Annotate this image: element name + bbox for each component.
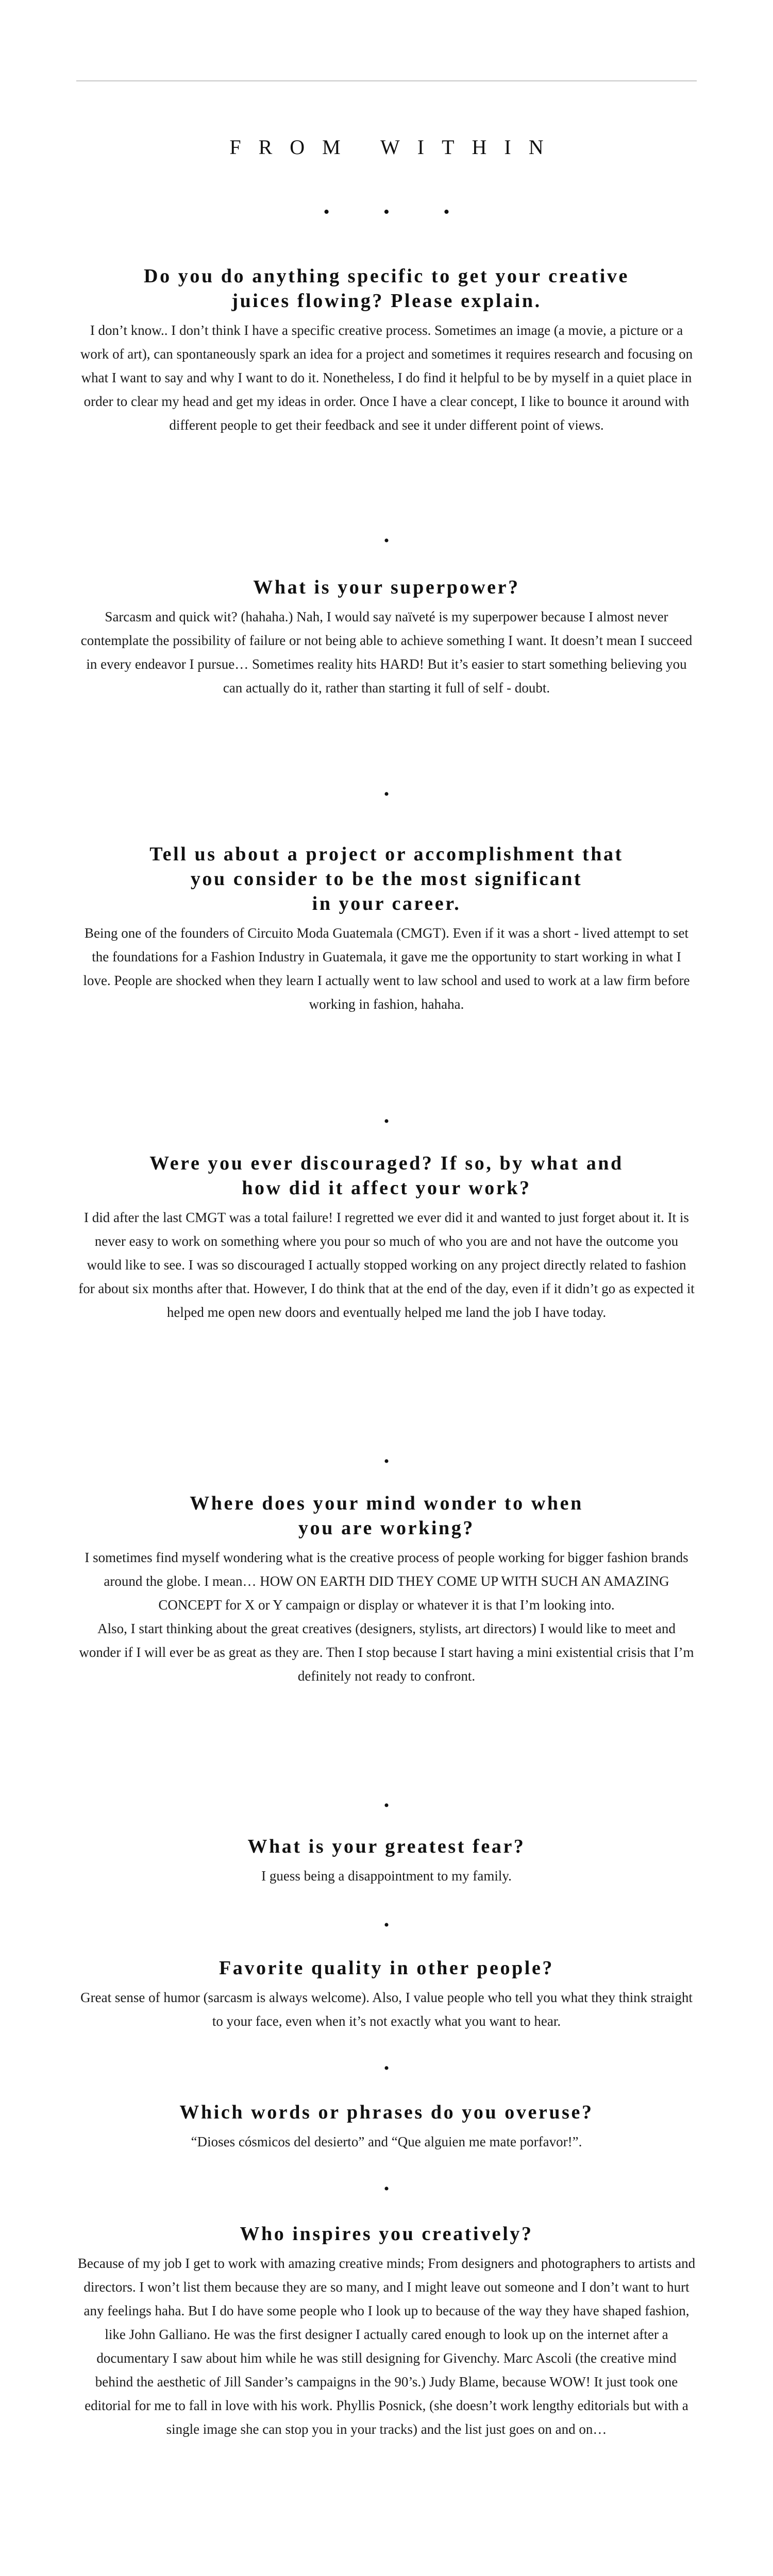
answer: Because of my job I get to work with amazing creative minds; From designers and photographers to artists and directors. I won’t list them because they are so many, and I might leave out someone and I don’t want to hurt any feelings haha. But I do have some people who I look up to because of the way they have shaped fashion, like John Galliano. He was the first designer I actually cared enough to look up on the internet after a documentary I saw about him while he was still designing for Givenchy. Marc Ascoli (the creative mind behind the aesthetic of Jill Sander’s campaigns in the 90’s.) Judy Blame, because WOW! It just took one editorial for me to fall in love with his work. Phyllis Posnick, (she doesn’t work lengthy editorials but with a single image she can stop you in your tracks) and the list just goes on and on… bbox=[77, 2256, 696, 2437]
answer: Great sense of humor (sarcasm is always welcome). Also, I value people who tell you what they think straight to your face, even when it’s not exactly what you want to hear. bbox=[80, 1990, 693, 2029]
section-separator: • bbox=[383, 2060, 390, 2077]
qa-block-favorite-quality bbox=[77, 1956, 696, 2033]
answer: I don’t know.. I don’t think I have a specific creative process. Sometimes an image (a movie, a picture or a work of art), can spontaneously spark an idea for a project and sometimes it requires research and focusing on what I want to say and why I want to do it. Nonetheless, I do find it helpful to be by myself in a quiet place in order to clear my head and get my ideas in order. Once I have a clear concept, I like to bounce it around with different people to get their feedback and see it under different point of views. bbox=[80, 323, 693, 433]
qa-block-overused-phrases bbox=[77, 2100, 696, 2154]
question: What is your greatest fear? bbox=[247, 1836, 526, 1857]
qa-block-greatest-fear bbox=[77, 1834, 696, 1888]
answer: “Dioses cósmicos del desierto” and “Que alguien me mate porfavor!”. bbox=[191, 2134, 582, 2149]
question: What is your superpower? bbox=[253, 577, 520, 598]
question: Favorite quality in other people? bbox=[219, 1957, 554, 1979]
section-separator: • bbox=[383, 1797, 390, 1814]
answer: I guess being a disappointment to my family. bbox=[261, 1868, 512, 1884]
section-separator: • bbox=[383, 532, 390, 549]
question: Which words or phrases do you overuse? bbox=[179, 2102, 594, 2123]
question: Were you ever discouraged? If so, by what and how did it affect your work? bbox=[149, 1153, 624, 1199]
answer: I did after the last CMGT was a total failure! I regretted we ever did it and wanted to just forget about it. It is never easy to work on something where you pour so much of who you are and not have the outcome you would like to see. I was so discouraged I actually stopped working on any project directly related to fashion for about six months after that. However, I do think that at the end of the day, even if it didn’t go as expected it helped me open new doors and eventually helped me land the job I have today. bbox=[78, 1210, 695, 1320]
top-divider bbox=[76, 80, 697, 81]
qa-block-mind-wander bbox=[77, 1491, 696, 1688]
section-separator: • bbox=[383, 2180, 390, 2197]
section-separator: • bbox=[383, 1917, 390, 1934]
title-ornament: • • • bbox=[323, 202, 475, 222]
question: Tell us about a project or accomplishment that you consider to be the most significant in your career. bbox=[149, 843, 624, 914]
answer: I sometimes find myself wondering what is the creative process of people working for bigger fashion brands around the globe. I mean… HOW ON EARTH DID THEY COME UP WITH SUCH AN AMAZING CONCEPT for X or Y campaign or display or whatever it is that I’m looking into. Also, I start thinking about the great creatives (designers, stylists, art directors) I would like to meet and wonder if I will ever be as great as they are. Then I stop because I start having a mini existential crisis that I’m definitely not ready to confront. bbox=[79, 1550, 694, 1684]
qa-block-inspiration bbox=[77, 2222, 696, 2441]
answer: Sarcasm and quick wit? (hahaha.) Nah, I would say naïveté is my superpower because I almost never contemplate the possibility of failure or not being able to achieve something I want. It doesn’t mean I succeed in every endeavor I pursue… Sometimes reality hits HARD! But it’s easier to start something believing you can actually do it, rather than starting it full of self - doubt. bbox=[80, 609, 693, 696]
question: Where does your mind wonder to when you are working? bbox=[190, 1493, 583, 1539]
qa-block-accomplishment bbox=[77, 842, 696, 1016]
section-separator: • bbox=[383, 786, 390, 803]
answer: Being one of the founders of Circuito Moda Guatemala (CMGT). Even if it was a short - lived attempt to set the foundations for a Fashion Industry in Guatemala, it gave me the opportunity to start working in what I love. People are shocked when they learn I actually went to law school and used to work at a law firm before working in fashion, hahaha. bbox=[83, 925, 690, 1012]
qa-block-discouraged bbox=[77, 1151, 696, 1324]
question: Who inspires you creatively? bbox=[240, 2223, 533, 2245]
qa-block-superpower bbox=[77, 575, 696, 700]
question: Do you do anything specific to get your creative juices flowing? Please explain. bbox=[144, 265, 629, 312]
page-title: FROM WITHIN bbox=[229, 135, 561, 159]
section-separator: • bbox=[383, 1453, 390, 1470]
qa-block-creative-process bbox=[77, 264, 696, 437]
section-separator: • bbox=[383, 1113, 390, 1130]
